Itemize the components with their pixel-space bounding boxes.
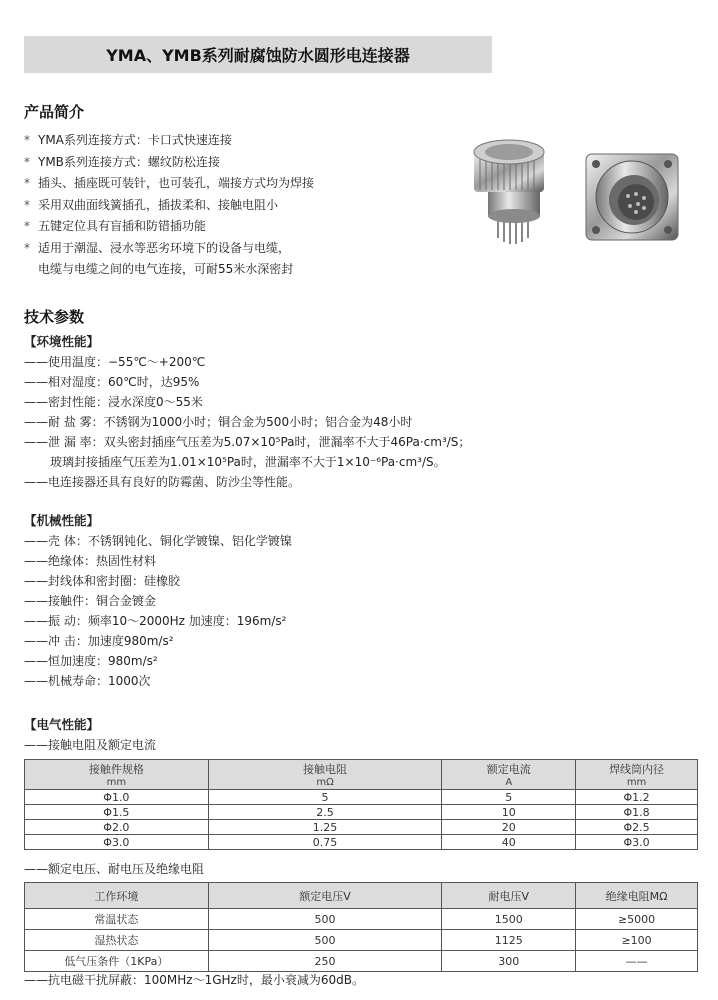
table1-caption: ——接触电阻及额定电流 [24, 738, 157, 752]
list-item: * YMA系列连接方式：卡口式快速连接 [24, 130, 314, 152]
bullet-star: * [24, 240, 30, 255]
table-row: Φ2.0 1.25 20 Φ2.5 [25, 820, 698, 835]
list-item: * 采用双曲面线簧插孔，插拔柔和、接触电阻小 [24, 195, 314, 217]
bullet-star: * [24, 154, 30, 169]
spec-line: ——电连接器还具有良好的防霉菌、防沙尘等性能。 [24, 475, 301, 489]
bullet-star: * [24, 176, 30, 190]
spec-line: ——使用温度：−55℃～+200℃ [24, 355, 206, 369]
emi-shielding-line: ——抗电磁干扰屏蔽：100MHz～1GHz时，最小衰减为60dB。 [24, 973, 364, 987]
table-header: 额定电流 A [442, 760, 576, 790]
spec-line: ——封线体和密封圈：硅橡胶 [24, 574, 181, 588]
table-header: 绝缘电阻MΩ [576, 883, 698, 909]
spec-line: 玻璃封接插座气压差为1.01×10⁵Pa时，泄漏率不大于1×10⁻⁶Pa·cm³/S。 [50, 455, 446, 469]
spec-line: ——振 动：频率10～2000Hz 加速度：196m/s² [24, 614, 287, 628]
mech-section [24, 511, 292, 691]
bullet-star: * [24, 133, 30, 147]
table-header-row [25, 760, 698, 790]
table-header-row [25, 883, 698, 909]
table-header: 额定电压V [208, 883, 442, 909]
list-item: * 插头、插座既可装针，也可装孔，端接方式均为焊接 [24, 173, 314, 195]
table-header: 耐电压V [442, 883, 576, 909]
table-row: 常温状态 500 1500 ≥5000 [25, 909, 698, 930]
env-title: 【环境性能】 [24, 334, 100, 349]
table-header: 工作环境 [25, 883, 209, 909]
elec-title: 【电气性能】 [24, 717, 100, 732]
mech-title: 【机械性能】 [24, 513, 100, 528]
list-item: 电缆与电缆之间的电气连接，可耐55米水深密封 [38, 262, 294, 276]
spec-line: ——机械寿命：1000次 [24, 674, 151, 688]
bullet-star: * [24, 219, 30, 233]
table-row: Φ1.5 2.5 10 Φ1.8 [25, 805, 698, 820]
table-row: 低气压条件（1KPa） 250 300 —— [25, 951, 698, 972]
elec-section [24, 715, 156, 755]
spec-line: ——耐 盐 雾：不锈钢为1000小时；铜合金为500小时；铝合金为48小时 [24, 415, 413, 429]
contact-table [24, 759, 698, 850]
spec-line: ——密封性能：浸水深度0～55米 [24, 395, 203, 409]
intro-list [24, 130, 314, 281]
spec-line: ——接触件：铜合金镀金 [24, 594, 157, 608]
table-header: 焊线筒内径 mm [576, 760, 698, 790]
spec-line: ——冲 击：加速度980m/s² [24, 634, 174, 648]
spec-line: ——绝缘体：热固性材料 [24, 554, 157, 568]
intro-heading: 产品简介 [24, 103, 85, 121]
table2-caption: ——额定电压、耐电压及绝缘电阻 [24, 862, 205, 876]
tech-heading: 技术参数 [24, 308, 85, 326]
spec-line: ——泄 漏 率：双头密封插座气压差为5.07×10⁵Pa时，泄漏率不大于46Pa·cm³/S； [24, 435, 471, 449]
env-section [24, 332, 470, 492]
table-header: 接触电阻 mΩ [208, 760, 442, 790]
list-item: * YMB系列连接方式：螺纹防松连接 [24, 152, 314, 174]
page-title: YMA、YMB系列耐腐蚀防水圆形电连接器 [24, 36, 492, 73]
spec-line: ——壳 体：不锈钢钝化、铜化学镀镍、铝化学镀镍 [24, 534, 292, 548]
spec-line: ——相对湿度：60℃时，达95% [24, 375, 200, 389]
voltage-table [24, 882, 698, 972]
spec-line: ——恒加速度：980m/s² [24, 654, 158, 668]
list-item: * 五键定位具有盲插和防错插功能 [24, 216, 314, 238]
table-row: Φ1.0 5 5 Φ1.2 [25, 790, 698, 805]
list-item: * 适用于潮湿、浸水等恶劣环境下的设备与电缆， [24, 238, 314, 260]
table-row: 湿热状态 500 1125 ≥100 [25, 930, 698, 951]
bullet-star: * [24, 197, 30, 212]
table-row: Φ3.0 0.75 40 Φ3.0 [25, 835, 698, 850]
table-header: 接触件规格 mm [25, 760, 209, 790]
connector-photo [452, 128, 698, 256]
